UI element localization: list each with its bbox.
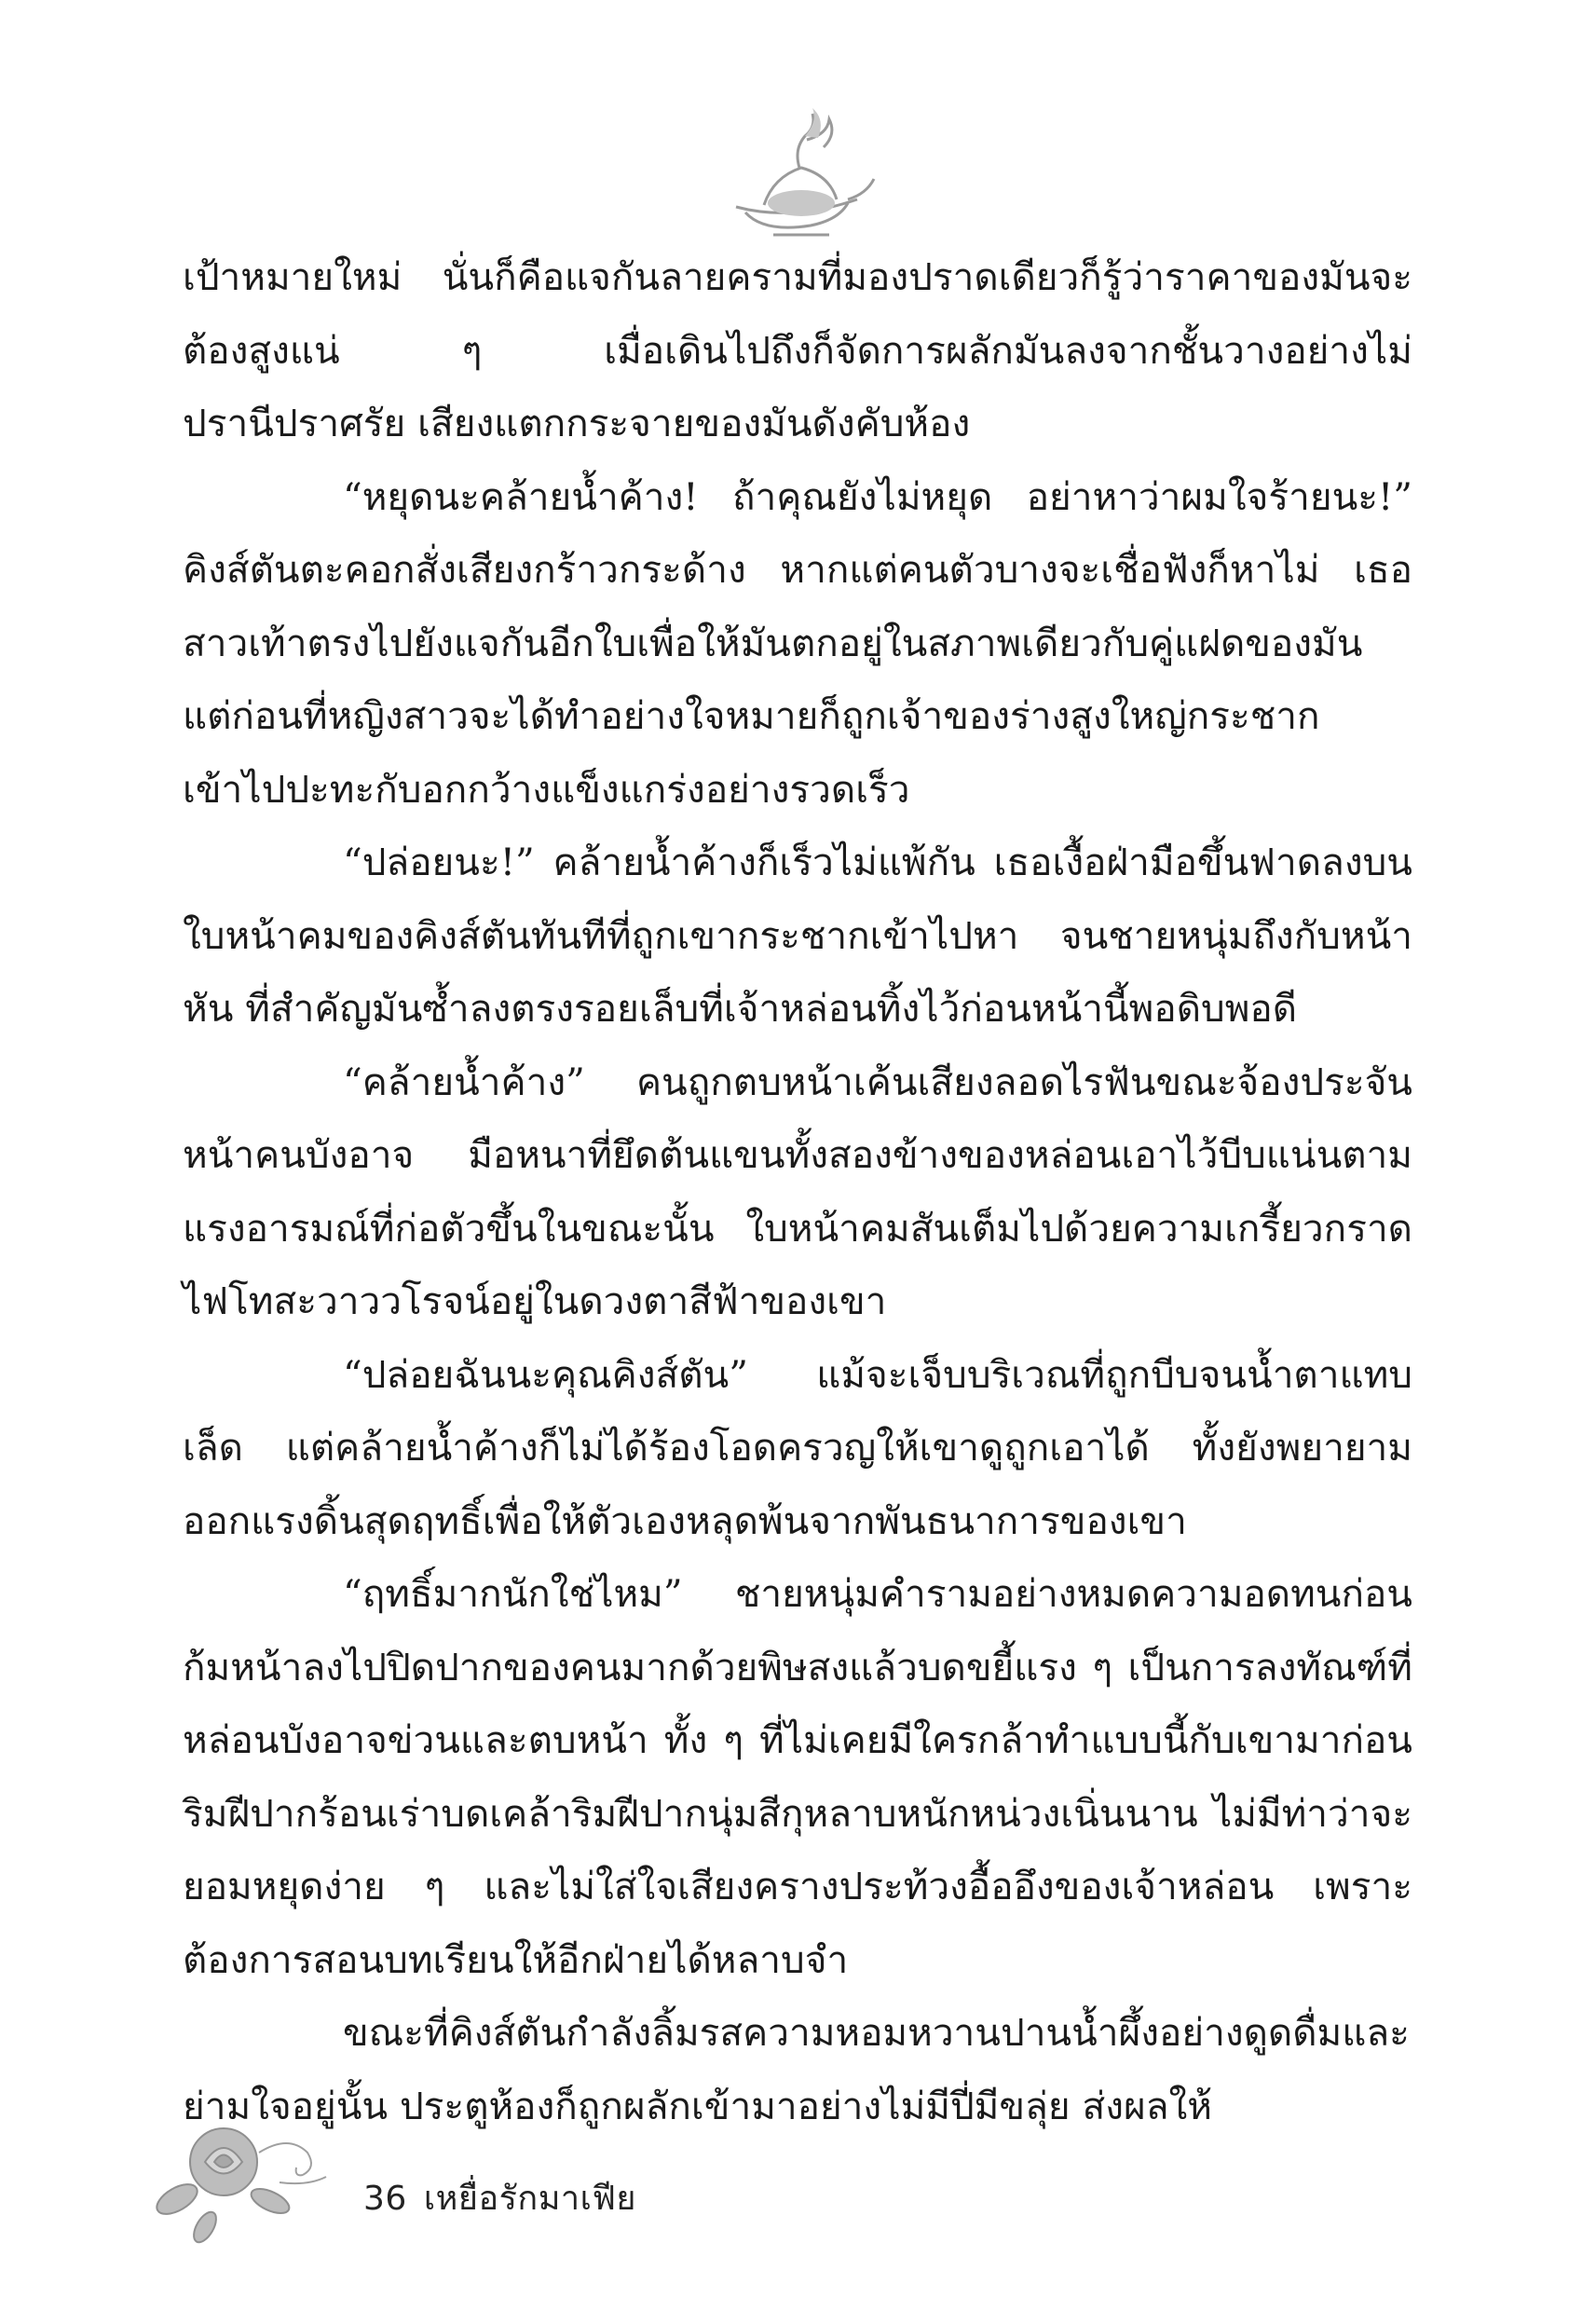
paragraph: เป้าหมายใหม่ นั่นก็คือแจกันลายครามที่มองปราดเดียวก็รู้ว่าราคาของมันจะต้องสูงแน่ ๆ เมื่อเดินไปถึงก็จัดการผลักมันลงจากชั้นวางอย่างไม่ปรานีปราศรัย เสียงแตกกระจายของมันดังคับห้อง: [183, 254, 1412, 445]
paragraph: “ปล่อยฉันนะคุณคิงส์ตัน” แม้จะเจ็บบริเวณที่ถูกบีบจนน้ำตาแทบเล็ด แต่คล้ายน้ำค้างก็ไม่ได้ร้องโอดครวญให้เขาดูถูกเอาได้ ทั้งยังพยายามออกแรงดิ้นสุดฤทธิ์เพื่อให้ตัวเองหลุดพ้นจากพันธนาการของเขา: [183, 1351, 1412, 1543]
book-title: เหยื่อรักมาเฟีย: [423, 2180, 637, 2218]
page-number: 36: [363, 2180, 407, 2218]
rose-ornament: [149, 2097, 354, 2255]
page-footer: [363, 2171, 653, 2224]
body-text: [183, 240, 1412, 2142]
paragraph: “ฤทธิ์มากนักใช่ไหม” ชายหนุ่มคำรามอย่างหมดความอดทนก่อนก้มหน้าลงไปปิดปากของคนมากด้วยพิษสงแล้วบดขยี้แรง ๆ เป็นการลงทัณฑ์ที่หล่อนบังอาจข่วนและตบหน้า ทั้ง ๆ ที่ไม่เคยมีใครกล้าทำแบบนี้กับเขามาก่อน ริมฝีปากร้อนเร่าบดเคล้าริมฝีปากนุ่มสีกุหลาบหนักหน่วงเนิ่นนาน ไม่มีท่าว่าจะยอมหยุดง่าย ๆ และไม่ใส่ใจเสียงครางประท้วงอื้ออึงของเจ้าหล่อน เพราะต้องการสอนบทเรียนให้อีกฝ่ายได้หลาบจำ: [183, 1571, 1412, 1982]
paragraph: ขณะที่คิงส์ตันกำลังลิ้มรสความหอมหวานปานน้ำผึ้งอย่างดูดดื่มและย่ามใจอยู่นั้น ประตูห้องก็ถูกผลักเข้ามาอย่างไม่มีปี่มีขลุ่ย ส่งผลให้: [183, 2010, 1410, 2128]
paragraph: “คล้ายน้ำค้าง” คนถูกตบหน้าเค้นเสียงลอดไรฟันขณะจ้องประจันหน้าคนบังอาจ มือหนาที่ยึดต้นแขนทั้งสองข้างของหล่อนเอาไว้บีบแน่นตามแรงอารมณ์ที่ก่อตัวขึ้นในขณะนั้น ใบหน้าคมสันเต็มไปด้วยความเกรี้ยวกราด ไฟโทสะวาววโรจน์อยู่ในดวงตาสีฟ้าของเขา: [183, 1059, 1412, 1323]
paragraph: “ปล่อยนะ!” คล้ายน้ำค้างก็เร็วไม่แพ้กัน เธอเงื้อฝ่ามือขึ้นฟาดลงบนใบหน้าคมของคิงส์ตันทันทีที่ถูกเขากระชากเข้าไปหา จนชายหนุ่มถึงกับหน้าหัน ที่สำคัญมันซ้ำลงตรงรอยเล็บที่เจ้าหล่อนทิ้งไว้ก่อนหน้านี้พอดิบพอดี: [183, 840, 1412, 1031]
genie-lamp-ornament: [708, 103, 885, 242]
paragraph: “หยุดนะคล้ายน้ำค้าง! ถ้าคุณยังไม่หยุด อย่าหาว่าผมใจร้ายนะ!” คิงส์ตันตะคอกสั่งเสียงกร้าวกระด้าง หากแต่คนตัวบางจะเชื่อฟังก็หาไม่ เธอสาวเท้าตรงไปยังแจกันอีกใบเพื่อให้มันตกอยู่ในสภาพเดียวกับคู่แฝดของมัน แต่ก่อนที่หญิงสาวจะได้ทำอย่างใจหมายก็ถูกเจ้าของร่างสูงใหญ่กระชากเข้าไปปะทะกับอกกว้างแข็งแกร่งอย่างรวดเร็ว: [183, 473, 1412, 812]
